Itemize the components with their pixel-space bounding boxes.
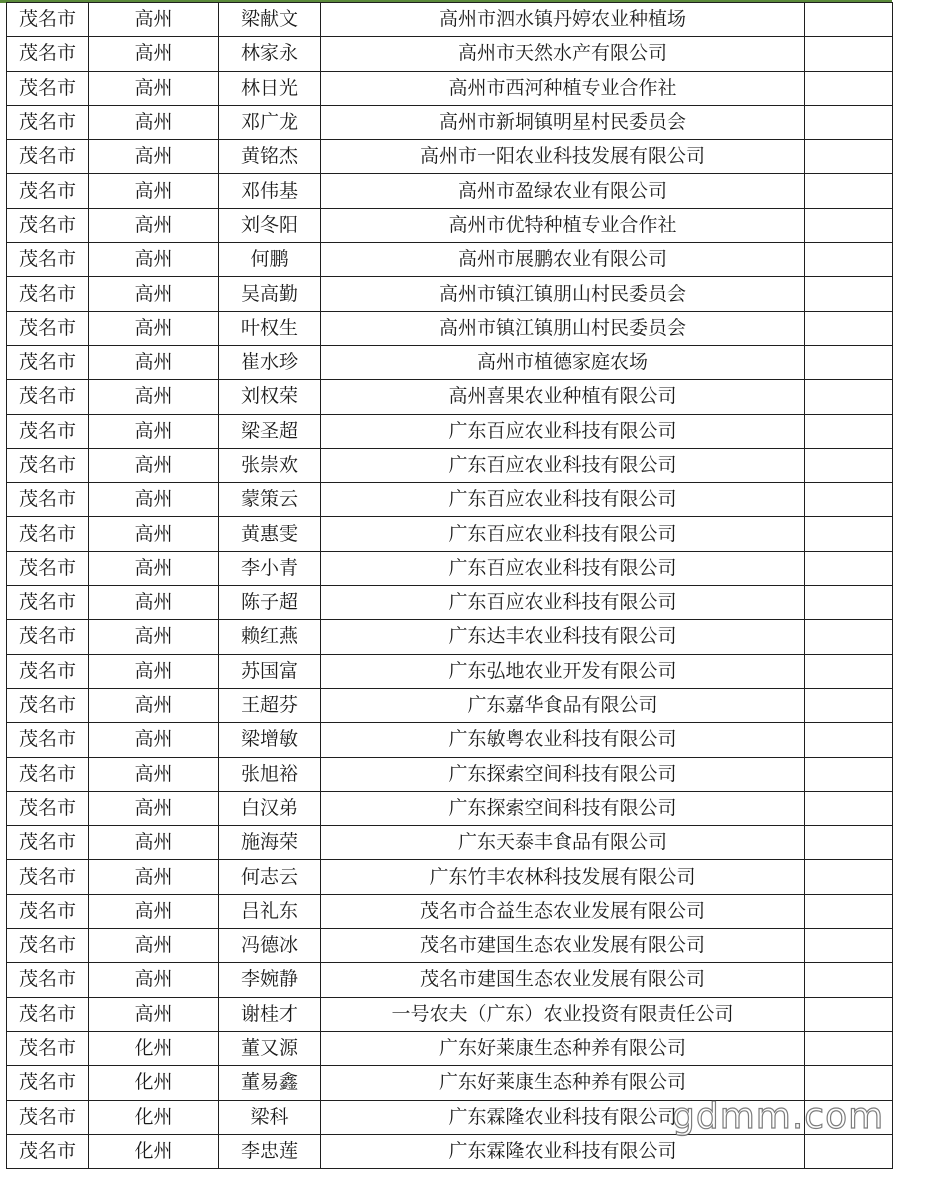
county-cell: 高州 — [89, 963, 219, 997]
table-row — [7, 1134, 893, 1168]
table-row — [7, 277, 893, 311]
county-cell: 高州 — [89, 140, 219, 174]
name-cell: 白汉弟 — [219, 791, 321, 825]
table-row — [7, 860, 893, 894]
city-cell: 茂名市 — [7, 277, 89, 311]
organization-cell: 广东百应农业科技有限公司 — [321, 448, 805, 482]
city-cell: 茂名市 — [7, 1031, 89, 1065]
county-cell: 高州 — [89, 551, 219, 585]
name-cell: 冯德冰 — [219, 929, 321, 963]
organization-cell: 茂名市建国生态农业发展有限公司 — [321, 929, 805, 963]
table-row — [7, 791, 893, 825]
extra-cell — [805, 448, 893, 482]
extra-cell — [805, 723, 893, 757]
table-row — [7, 551, 893, 585]
name-cell: 何志云 — [219, 860, 321, 894]
city-cell: 茂名市 — [7, 551, 89, 585]
extra-cell — [805, 826, 893, 860]
city-cell: 茂名市 — [7, 345, 89, 379]
county-cell: 高州 — [89, 620, 219, 654]
organization-cell: 广东百应农业科技有限公司 — [321, 551, 805, 585]
county-cell: 化州 — [89, 1031, 219, 1065]
city-cell: 茂名市 — [7, 894, 89, 928]
extra-cell — [805, 105, 893, 139]
table-row — [7, 3, 893, 37]
organization-cell: 高州市镇江镇朋山村民委员会 — [321, 311, 805, 345]
table-row — [7, 1031, 893, 1065]
name-cell: 李婉静 — [219, 963, 321, 997]
city-cell: 茂名市 — [7, 71, 89, 105]
city-cell: 茂名市 — [7, 997, 89, 1031]
organization-cell: 高州喜果农业种植有限公司 — [321, 380, 805, 414]
county-cell: 高州 — [89, 654, 219, 688]
roster-table — [6, 2, 893, 1169]
table-row — [7, 517, 893, 551]
name-cell: 张崇欢 — [219, 448, 321, 482]
name-cell: 施海荣 — [219, 826, 321, 860]
organization-cell: 高州市植德家庭农场 — [321, 345, 805, 379]
table-row — [7, 1100, 893, 1134]
name-cell: 黄惠雯 — [219, 517, 321, 551]
extra-cell — [805, 654, 893, 688]
extra-cell — [805, 345, 893, 379]
organization-cell: 广东探索空间科技有限公司 — [321, 791, 805, 825]
city-cell: 茂名市 — [7, 483, 89, 517]
organization-cell: 广东百应农业科技有限公司 — [321, 586, 805, 620]
city-cell: 茂名市 — [7, 105, 89, 139]
city-cell: 茂名市 — [7, 1134, 89, 1168]
county-cell: 高州 — [89, 277, 219, 311]
city-cell: 茂名市 — [7, 3, 89, 37]
extra-cell — [805, 208, 893, 242]
organization-cell: 茂名市建国生态农业发展有限公司 — [321, 963, 805, 997]
organization-cell: 广东百应农业科技有限公司 — [321, 483, 805, 517]
table-row — [7, 997, 893, 1031]
extra-cell — [805, 243, 893, 277]
city-cell: 茂名市 — [7, 723, 89, 757]
organization-cell: 高州市一阳农业科技发展有限公司 — [321, 140, 805, 174]
organization-cell: 一号农夫（广东）农业投资有限责任公司 — [321, 997, 805, 1031]
city-cell: 茂名市 — [7, 380, 89, 414]
organization-cell: 高州市新垌镇明星村民委员会 — [321, 105, 805, 139]
extra-cell — [805, 860, 893, 894]
city-cell: 茂名市 — [7, 1100, 89, 1134]
county-cell: 高州 — [89, 826, 219, 860]
county-cell: 高州 — [89, 208, 219, 242]
county-cell: 高州 — [89, 448, 219, 482]
table-row — [7, 174, 893, 208]
table-row — [7, 688, 893, 722]
county-cell: 高州 — [89, 483, 219, 517]
city-cell: 茂名市 — [7, 311, 89, 345]
name-cell: 刘冬阳 — [219, 208, 321, 242]
city-cell: 茂名市 — [7, 174, 89, 208]
organization-cell: 广东百应农业科技有限公司 — [321, 414, 805, 448]
name-cell: 何鹏 — [219, 243, 321, 277]
table-row — [7, 345, 893, 379]
extra-cell — [805, 1066, 893, 1100]
organization-cell: 广东好莱康生态种养有限公司 — [321, 1031, 805, 1065]
city-cell: 茂名市 — [7, 688, 89, 722]
county-cell: 高州 — [89, 894, 219, 928]
name-cell: 梁献文 — [219, 3, 321, 37]
city-cell: 茂名市 — [7, 860, 89, 894]
city-cell: 茂名市 — [7, 929, 89, 963]
organization-cell: 广东霖隆农业科技有限公司 — [321, 1100, 805, 1134]
table-row — [7, 620, 893, 654]
table-row — [7, 826, 893, 860]
extra-cell — [805, 517, 893, 551]
organization-cell: 高州市天然水产有限公司 — [321, 37, 805, 71]
name-cell: 梁科 — [219, 1100, 321, 1134]
county-cell: 化州 — [89, 1066, 219, 1100]
county-cell: 高州 — [89, 3, 219, 37]
county-cell: 高州 — [89, 380, 219, 414]
county-cell: 高州 — [89, 311, 219, 345]
name-cell: 王超芬 — [219, 688, 321, 722]
name-cell: 梁增敏 — [219, 723, 321, 757]
city-cell: 茂名市 — [7, 414, 89, 448]
table-row — [7, 37, 893, 71]
organization-cell: 高州市展鹏农业有限公司 — [321, 243, 805, 277]
name-cell: 林日光 — [219, 71, 321, 105]
name-cell: 林家永 — [219, 37, 321, 71]
extra-cell — [805, 311, 893, 345]
name-cell: 吴高勤 — [219, 277, 321, 311]
organization-cell: 高州市盈绿农业有限公司 — [321, 174, 805, 208]
organization-cell: 广东霖隆农业科技有限公司 — [321, 1134, 805, 1168]
extra-cell — [805, 757, 893, 791]
extra-cell — [805, 71, 893, 105]
city-cell: 茂名市 — [7, 620, 89, 654]
county-cell: 高州 — [89, 997, 219, 1031]
table-row — [7, 929, 893, 963]
extra-cell — [805, 963, 893, 997]
city-cell: 茂名市 — [7, 208, 89, 242]
extra-cell — [805, 414, 893, 448]
extra-cell — [805, 620, 893, 654]
city-cell: 茂名市 — [7, 757, 89, 791]
name-cell: 张旭裕 — [219, 757, 321, 791]
organization-cell: 高州市镇江镇朋山村民委员会 — [321, 277, 805, 311]
table-row — [7, 380, 893, 414]
extra-cell — [805, 551, 893, 585]
extra-cell — [805, 894, 893, 928]
name-cell: 谢桂才 — [219, 997, 321, 1031]
city-cell: 茂名市 — [7, 1066, 89, 1100]
extra-cell — [805, 586, 893, 620]
county-cell: 高州 — [89, 929, 219, 963]
county-cell: 高州 — [89, 414, 219, 448]
county-cell: 高州 — [89, 71, 219, 105]
extra-cell — [805, 1134, 893, 1168]
county-cell: 高州 — [89, 174, 219, 208]
extra-cell — [805, 380, 893, 414]
county-cell: 高州 — [89, 243, 219, 277]
organization-cell: 广东探索空间科技有限公司 — [321, 757, 805, 791]
table-row — [7, 1066, 893, 1100]
city-cell: 茂名市 — [7, 37, 89, 71]
name-cell: 梁圣超 — [219, 414, 321, 448]
organization-cell: 广东弘地农业开发有限公司 — [321, 654, 805, 688]
name-cell: 赖红燕 — [219, 620, 321, 654]
organization-cell: 广东天泰丰食品有限公司 — [321, 826, 805, 860]
county-cell: 化州 — [89, 1100, 219, 1134]
name-cell: 董又源 — [219, 1031, 321, 1065]
organization-cell: 广东敏粤农业科技有限公司 — [321, 723, 805, 757]
extra-cell — [805, 929, 893, 963]
name-cell: 邓伟基 — [219, 174, 321, 208]
organization-cell: 高州市泗水镇丹婷农业种植场 — [321, 3, 805, 37]
name-cell: 黄铭杰 — [219, 140, 321, 174]
name-cell: 刘权荣 — [219, 380, 321, 414]
table-row — [7, 723, 893, 757]
table-row — [7, 208, 893, 242]
organization-cell: 广东百应农业科技有限公司 — [321, 517, 805, 551]
table-row — [7, 414, 893, 448]
organization-cell: 广东嘉华食品有限公司 — [321, 688, 805, 722]
table-row — [7, 448, 893, 482]
county-cell: 高州 — [89, 723, 219, 757]
table-row — [7, 105, 893, 139]
organization-cell: 广东竹丰农林科技发展有限公司 — [321, 860, 805, 894]
extra-cell — [805, 3, 893, 37]
county-cell: 高州 — [89, 757, 219, 791]
county-cell: 高州 — [89, 791, 219, 825]
table-row — [7, 140, 893, 174]
table-row — [7, 243, 893, 277]
county-cell: 高州 — [89, 586, 219, 620]
county-cell: 高州 — [89, 37, 219, 71]
city-cell: 茂名市 — [7, 448, 89, 482]
site-watermark: gdmm.com — [672, 1096, 885, 1137]
county-cell: 化州 — [89, 1134, 219, 1168]
name-cell: 苏国富 — [219, 654, 321, 688]
table-row — [7, 757, 893, 791]
city-cell: 茂名市 — [7, 586, 89, 620]
organization-cell: 广东达丰农业科技有限公司 — [321, 620, 805, 654]
county-cell: 高州 — [89, 517, 219, 551]
city-cell: 茂名市 — [7, 826, 89, 860]
table-row — [7, 71, 893, 105]
city-cell: 茂名市 — [7, 654, 89, 688]
extra-cell — [805, 997, 893, 1031]
extra-cell — [805, 277, 893, 311]
county-cell: 高州 — [89, 860, 219, 894]
table-row — [7, 963, 893, 997]
organization-cell: 茂名市合益生态农业发展有限公司 — [321, 894, 805, 928]
extra-cell — [805, 174, 893, 208]
name-cell: 崔水珍 — [219, 345, 321, 379]
city-cell: 茂名市 — [7, 963, 89, 997]
roster-table-body — [7, 3, 893, 1169]
name-cell: 李忠莲 — [219, 1134, 321, 1168]
extra-cell — [805, 140, 893, 174]
name-cell: 吕礼东 — [219, 894, 321, 928]
extra-cell — [805, 688, 893, 722]
county-cell: 高州 — [89, 345, 219, 379]
county-cell: 高州 — [89, 105, 219, 139]
county-cell: 高州 — [89, 688, 219, 722]
extra-cell — [805, 483, 893, 517]
city-cell: 茂名市 — [7, 517, 89, 551]
name-cell: 叶权生 — [219, 311, 321, 345]
name-cell: 董易鑫 — [219, 1066, 321, 1100]
extra-cell — [805, 791, 893, 825]
extra-cell — [805, 37, 893, 71]
city-cell: 茂名市 — [7, 791, 89, 825]
name-cell: 邓广龙 — [219, 105, 321, 139]
extra-cell — [805, 1100, 893, 1134]
table-row — [7, 483, 893, 517]
name-cell: 蒙策云 — [219, 483, 321, 517]
name-cell: 李小青 — [219, 551, 321, 585]
extra-cell — [805, 1031, 893, 1065]
organization-cell: 广东好莱康生态种养有限公司 — [321, 1066, 805, 1100]
table-row — [7, 894, 893, 928]
city-cell: 茂名市 — [7, 243, 89, 277]
organization-cell: 高州市西河种植专业合作社 — [321, 71, 805, 105]
table-row — [7, 311, 893, 345]
table-row — [7, 654, 893, 688]
name-cell: 陈子超 — [219, 586, 321, 620]
table-row — [7, 586, 893, 620]
organization-cell: 高州市优特种植专业合作社 — [321, 208, 805, 242]
city-cell: 茂名市 — [7, 140, 89, 174]
